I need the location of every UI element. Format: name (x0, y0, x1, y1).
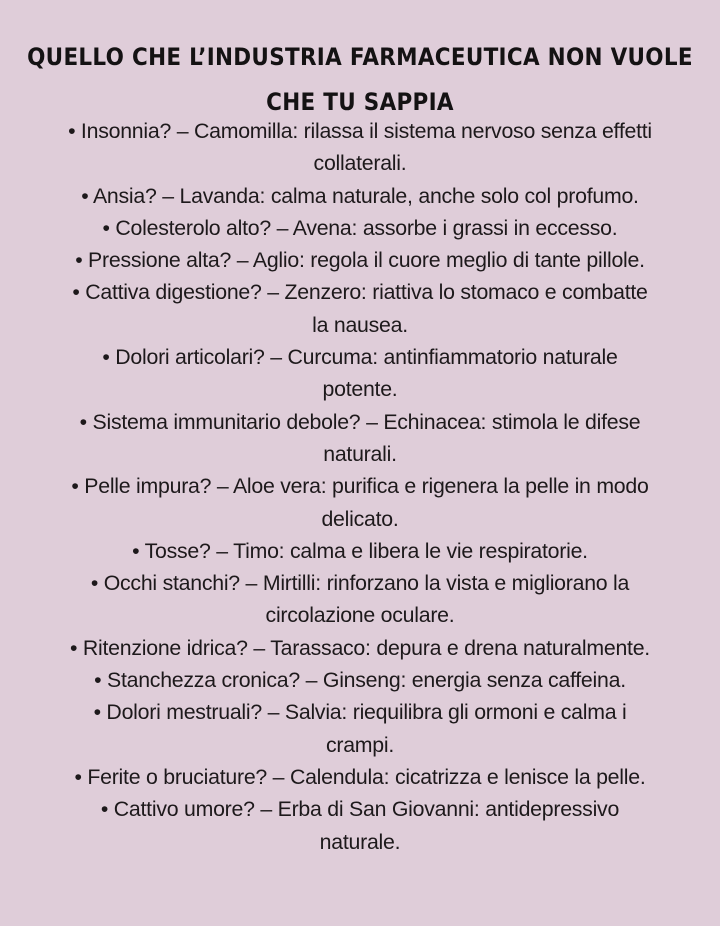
list-item-sistema-immunitario (0, 406, 720, 471)
list-item-line: • Ferite o bruciature? – Calendula: cicatrizza e lenisce la pelle. (74, 764, 646, 789)
list-item-line: la nausea. (312, 312, 408, 337)
list-item-line: • Colesterolo alto? – Avena: assorbe i grassi in eccesso. (102, 215, 618, 240)
list-item-insonnia (0, 115, 720, 180)
list-item-line: • Cattivo umore? – Erba di San Giovanni: antidepressivo (100, 797, 620, 822)
list-item-line: • Insonnia? – Camomilla: rilassa il sistema nervoso senza effetti (68, 119, 652, 143)
page-title (0, 36, 720, 126)
list-item-line: naturale. (319, 829, 401, 854)
list-item-colesterolo (0, 212, 720, 244)
list-item-pelle (0, 470, 720, 535)
list-item-ansia (0, 180, 720, 212)
remedies-list (0, 115, 720, 858)
list-item-line: • Pelle impura? – Aloe vera: purifica e rigenera la pelle in modo (71, 474, 649, 499)
list-item-dolori-mestruali (0, 696, 720, 761)
list-item-ritenzione (0, 632, 720, 664)
title-line-2: CHE TU SAPPIA (266, 88, 454, 117)
list-item-digestione (0, 276, 720, 341)
list-item-line: potente. (322, 377, 398, 402)
list-item-tosse (0, 535, 720, 567)
list-item-line: delicato. (321, 506, 399, 531)
list-item-line: • Ansia? – Lavanda: calma naturale, anche solo col profumo. (81, 183, 639, 208)
list-item-occhi (0, 567, 720, 632)
list-item-line: • Stanchezza cronica? – Ginseng: energia senza caffeina. (94, 668, 626, 693)
list-item-line: collaterali. (313, 151, 407, 176)
list-item-line: • Sistema immunitario debole? – Echinacea: stimola le difese (79, 409, 641, 434)
list-item-umore (0, 793, 720, 858)
list-item-line: naturali. (323, 441, 397, 466)
list-item-dolori-articolari (0, 341, 720, 406)
list-item-line: • Ritenzione idrica? – Tarassaco: depura e drena naturalmente. (70, 635, 650, 660)
list-item-pressione (0, 244, 720, 276)
title-line-1: QUELLO CHE L’INDUSTRIA FARMACEUTICA NON VUOLE (27, 43, 693, 72)
list-item-line: crampi. (325, 732, 395, 757)
list-item-line: • Cattiva digestione? – Zenzero: riattiva lo stomaco e combatte (72, 280, 648, 305)
list-item-ferite (0, 761, 720, 793)
list-item-line: circolazione oculare. (265, 603, 455, 628)
list-item-line: • Tosse? – Timo: calma e libera le vie respiratorie. (132, 538, 588, 563)
list-item-line: • Occhi stanchi? – Mirtilli: rinforzano la vista e migliorano la (90, 571, 630, 596)
list-item-stanchezza (0, 664, 720, 696)
list-item-line: • Dolori mestruali? – Salvia: riequilibra gli ormoni e calma i (93, 700, 627, 725)
list-item-line: • Dolori articolari? – Curcuma: antinfiammatorio naturale (102, 345, 618, 370)
list-item-line: • Pressione alta? – Aglio: regola il cuore meglio di tante pillole. (75, 248, 645, 273)
